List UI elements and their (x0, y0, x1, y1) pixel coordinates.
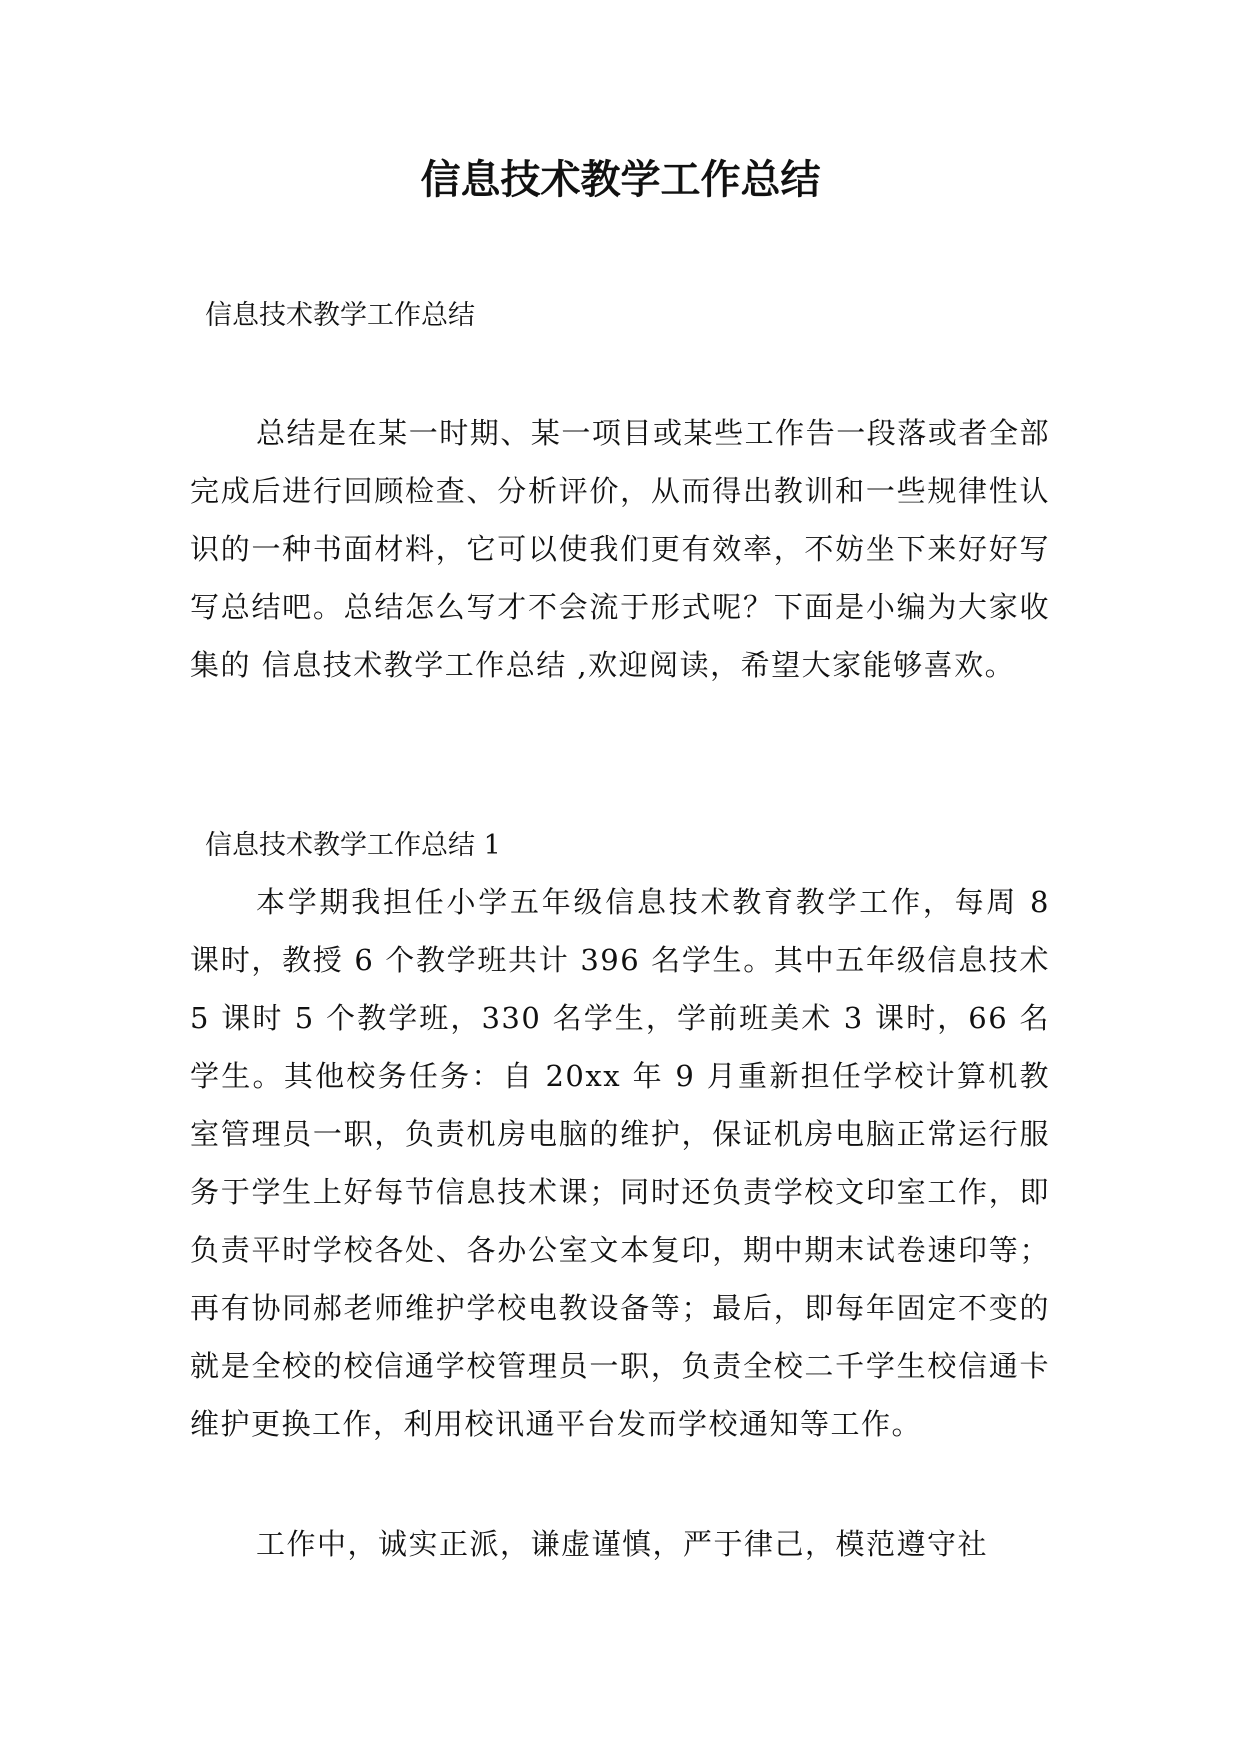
intro-paragraph: 总结是在某一时期、某一项目或某些工作告一段落或者全部完成后进行回顾检查、分析评价，从而得出教训和一些规律性认识的一种书面材料，它可以使我们更有效率，不妨坐下来好好写写总结吧。总结怎么写才不会流于形式呢？下面是小编为大家收集的 信息技术教学工作总结 ,欢迎阅读，希望大家能够喜欢。 (190, 416, 1050, 682)
body-paragraph: 本学期我担任小学五年级信息技术教育教学工作，每周 8 课时，教授 6 个教学班共计 396 名学生。其中五年级信息技术 5 课时 5 个教学班，330 名学生，学前班美术 3 课时，66 名学生。其他校务任务：自 20xx 年 9 月重新担任学校计算机教室管理员一职，负责机房电脑的维护，保证机房电脑正常运行服务于学生上好每节信息技术课；同时还负责学校文印室工作，即负责平时学校各处、各办公室文本复印，期中期末试卷速印等；再有协同郝老师维护学校电教设备等；最后，即每年固定不变的就是全校的校信通学校管理员一职，负责全校二千学生校信通卡维护更换工作，利用校讯通平台发而学校通知等工作。 (190, 885, 1050, 1441)
body-paragraph: 工作中，诚实正派，谦虚谨慎，严于律己，模范遵守社 (256, 1527, 989, 1561)
section-heading: 信息技术教学工作总结 1 (205, 830, 501, 861)
document-subtitle: 信息技术教学工作总结 (205, 300, 475, 331)
document-title: 信息技术教学工作总结 (420, 156, 821, 203)
